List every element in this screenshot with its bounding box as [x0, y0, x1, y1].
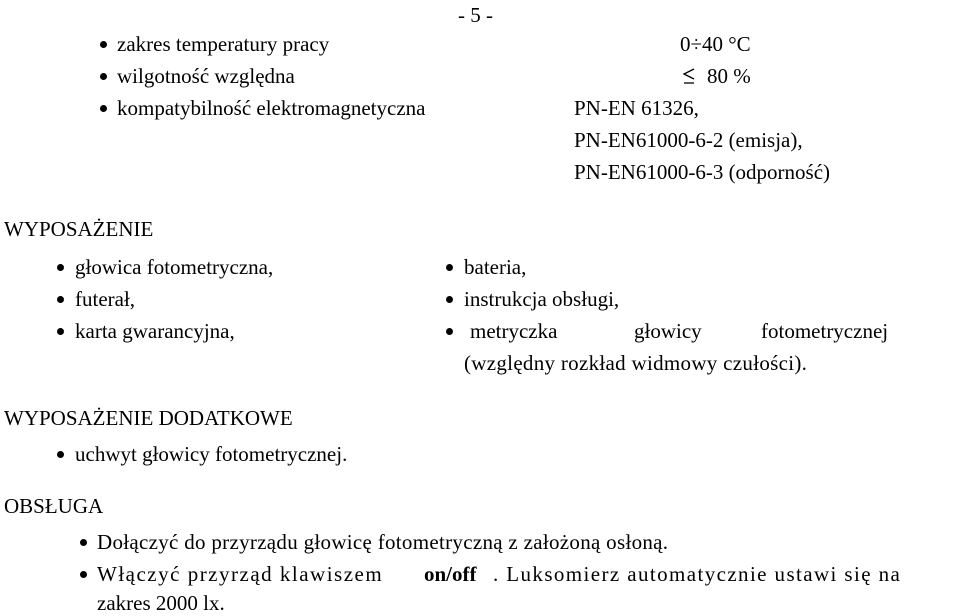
equipment-item: bateria,: [464, 255, 527, 279]
bullet-icon: [57, 451, 64, 458]
spec-value-temperature: 0÷40 °C: [680, 32, 751, 56]
equipment-item-w3: fotometrycznej: [761, 319, 889, 343]
bullet-icon: [80, 539, 87, 546]
spec-value-emc-2: PN-EN61000-6-2 (emisja),: [574, 128, 803, 152]
equipment-item-continuation: (względny rozkład widmowy czułości).: [464, 351, 808, 375]
equipment-item: instrukcja obsługi,: [464, 287, 620, 311]
equipment-item-w1: metryczka: [470, 319, 558, 343]
bullet-icon: [57, 264, 64, 271]
spec-label-temperature: zakres temperatury pracy: [117, 32, 330, 56]
spec-value-humidity: 80 %: [707, 64, 751, 88]
bullet-icon: [100, 41, 107, 48]
extra-item: uchwyt głowicy fotometrycznej.: [75, 442, 348, 466]
equipment-item: karta gwarancyjna,: [75, 319, 235, 343]
bullet-icon: [446, 296, 453, 303]
spec-value-emc-1: PN-EN 61326,: [574, 96, 699, 120]
equipment-item: futerał,: [75, 287, 136, 311]
operation-step-2-b: . Luksomierz automatycznie ustawi się na: [493, 562, 902, 586]
spec-label-humidity: wilgotność względna: [117, 64, 295, 88]
section-heading-extra: WYPOSAŻENIE DODATKOWE: [4, 406, 293, 430]
bullet-icon: [100, 105, 107, 112]
bullet-icon: [57, 328, 64, 335]
bullet-icon: [57, 296, 64, 303]
section-heading-equipment: WYPOSAŻENIE: [4, 217, 154, 241]
operation-step-1: Dołączyć do przyrządu głowicę fotometryczną z założoną osłoną.: [97, 530, 669, 554]
operation-step-2-key: on/off: [424, 562, 477, 586]
bullet-icon: [80, 571, 87, 578]
equipment-item-w2: głowicy: [634, 319, 702, 343]
bullet-icon: [446, 264, 453, 271]
operation-step-2-a: Włączyć przyrząd klawiszem: [97, 562, 384, 586]
operation-step-2-continuation: zakres 2000 lx.: [97, 591, 225, 615]
bullet-icon: [100, 73, 107, 80]
page-number: - 5 -: [458, 3, 493, 27]
section-heading-operation: OBSŁUGA: [4, 494, 104, 518]
bullet-icon: [446, 328, 453, 335]
spec-value-emc-3: PN-EN61000-6-3 (odporność): [574, 160, 831, 184]
less-than-or-equal-icon: [683, 67, 695, 85]
equipment-item: głowica fotometryczna,: [75, 255, 274, 279]
spec-label-emc: kompatybilność elektromagnetyczna: [117, 96, 426, 120]
spec-value-humidity-row: [683, 63, 751, 89]
